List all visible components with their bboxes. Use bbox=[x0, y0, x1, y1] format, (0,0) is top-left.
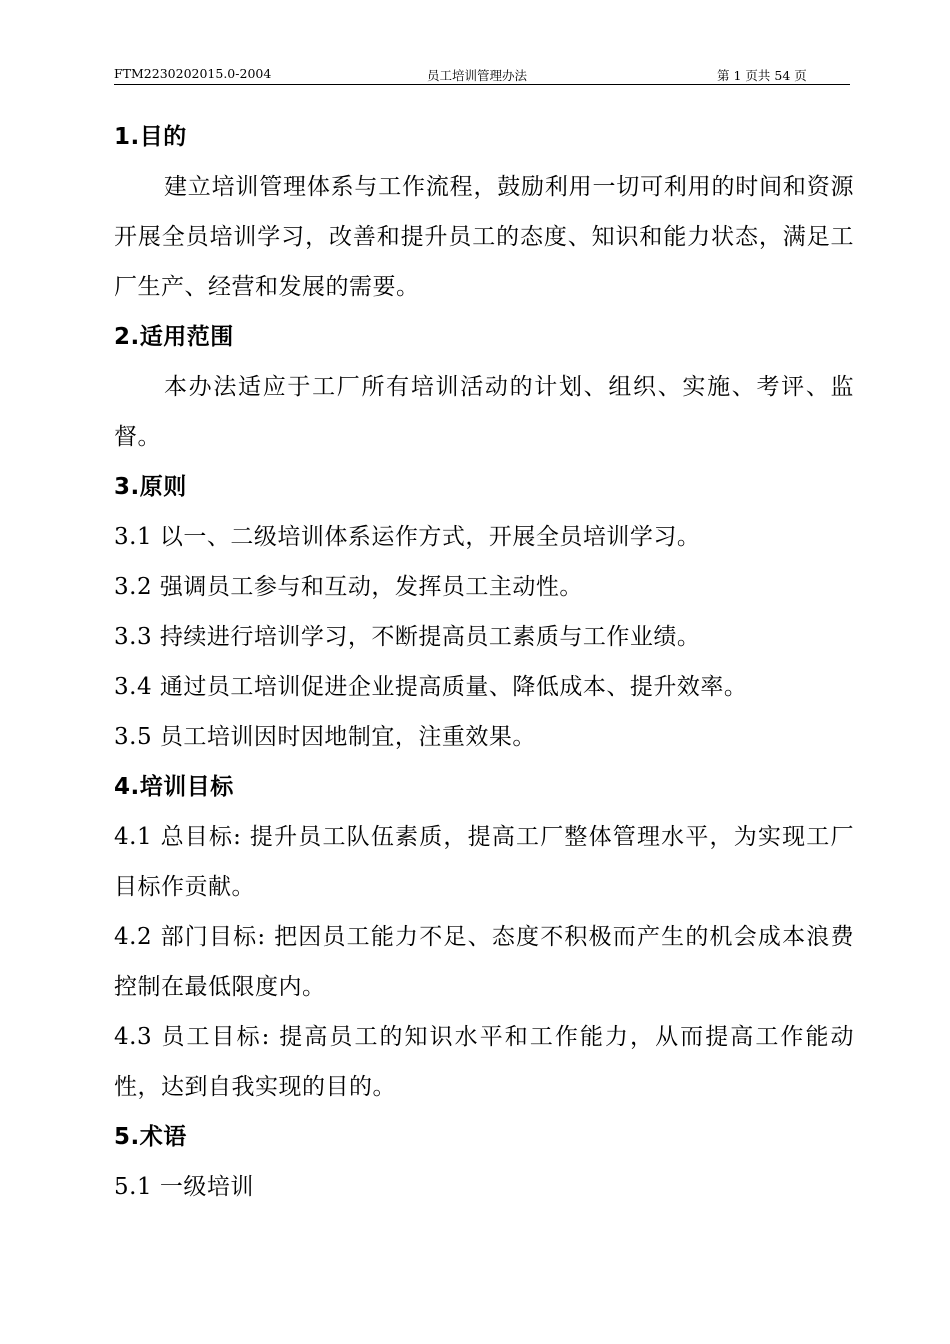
list-item: 3.2 强调员工参与和互动，发挥员工主动性。 bbox=[114, 574, 583, 600]
document-code: FTM2230202015.0-2004 bbox=[114, 66, 272, 81]
section-heading-scope: 2.适用范围 bbox=[114, 324, 234, 350]
paragraph-scope: 本办法适应于工厂所有培训活动的计划、组织、实施、考评、监督。 bbox=[114, 374, 854, 450]
list-item: 4.1 总目标: 提升员工队伍素质，提高工厂整体管理水平，为实现工厂目标作贡献。 bbox=[114, 824, 854, 900]
list-item: 4.2 部门目标: 把因员工能力不足、态度不积极而产生的机会成本浪费控制在最低限度内。 bbox=[114, 924, 854, 1000]
list-item: 3.5 员工培训因时因地制宜，注重效果。 bbox=[114, 724, 536, 750]
list-item: 3.1 以一、二级培训体系运作方式，开展全员培训学习。 bbox=[114, 524, 701, 550]
page-header bbox=[114, 66, 850, 85]
paragraph-purpose: 建立培训管理体系与工作流程，鼓励利用一切可利用的时间和资源开展全员培训学习，改善和提升员工的态度、知识和能力状态，满足工厂生产、经营和发展的需要。 bbox=[114, 174, 854, 300]
section-heading-goals: 4.培训目标 bbox=[114, 774, 234, 800]
list-item: 3.4 通过员工培训促进企业提高质量、降低成本、提升效率。 bbox=[114, 674, 748, 700]
section-heading-terms: 5.术语 bbox=[114, 1124, 187, 1150]
section-heading-purpose: 1.目的 bbox=[114, 124, 187, 150]
page-number: 第 1 页共 54 页 bbox=[717, 68, 807, 83]
document-title: 员工培训管理办法 bbox=[427, 68, 528, 83]
list-item: 4.3 员工目标: 提高员工的知识水平和工作能力，从而提高工作能动性，达到自我实现的目的。 bbox=[114, 1024, 854, 1100]
list-item: 3.3 持续进行培训学习，不断提高员工素质与工作业绩。 bbox=[114, 624, 701, 650]
list-item: 5.1 一级培训 bbox=[114, 1174, 254, 1200]
document-body bbox=[114, 112, 854, 1212]
section-heading-principles: 3.原则 bbox=[114, 474, 187, 500]
